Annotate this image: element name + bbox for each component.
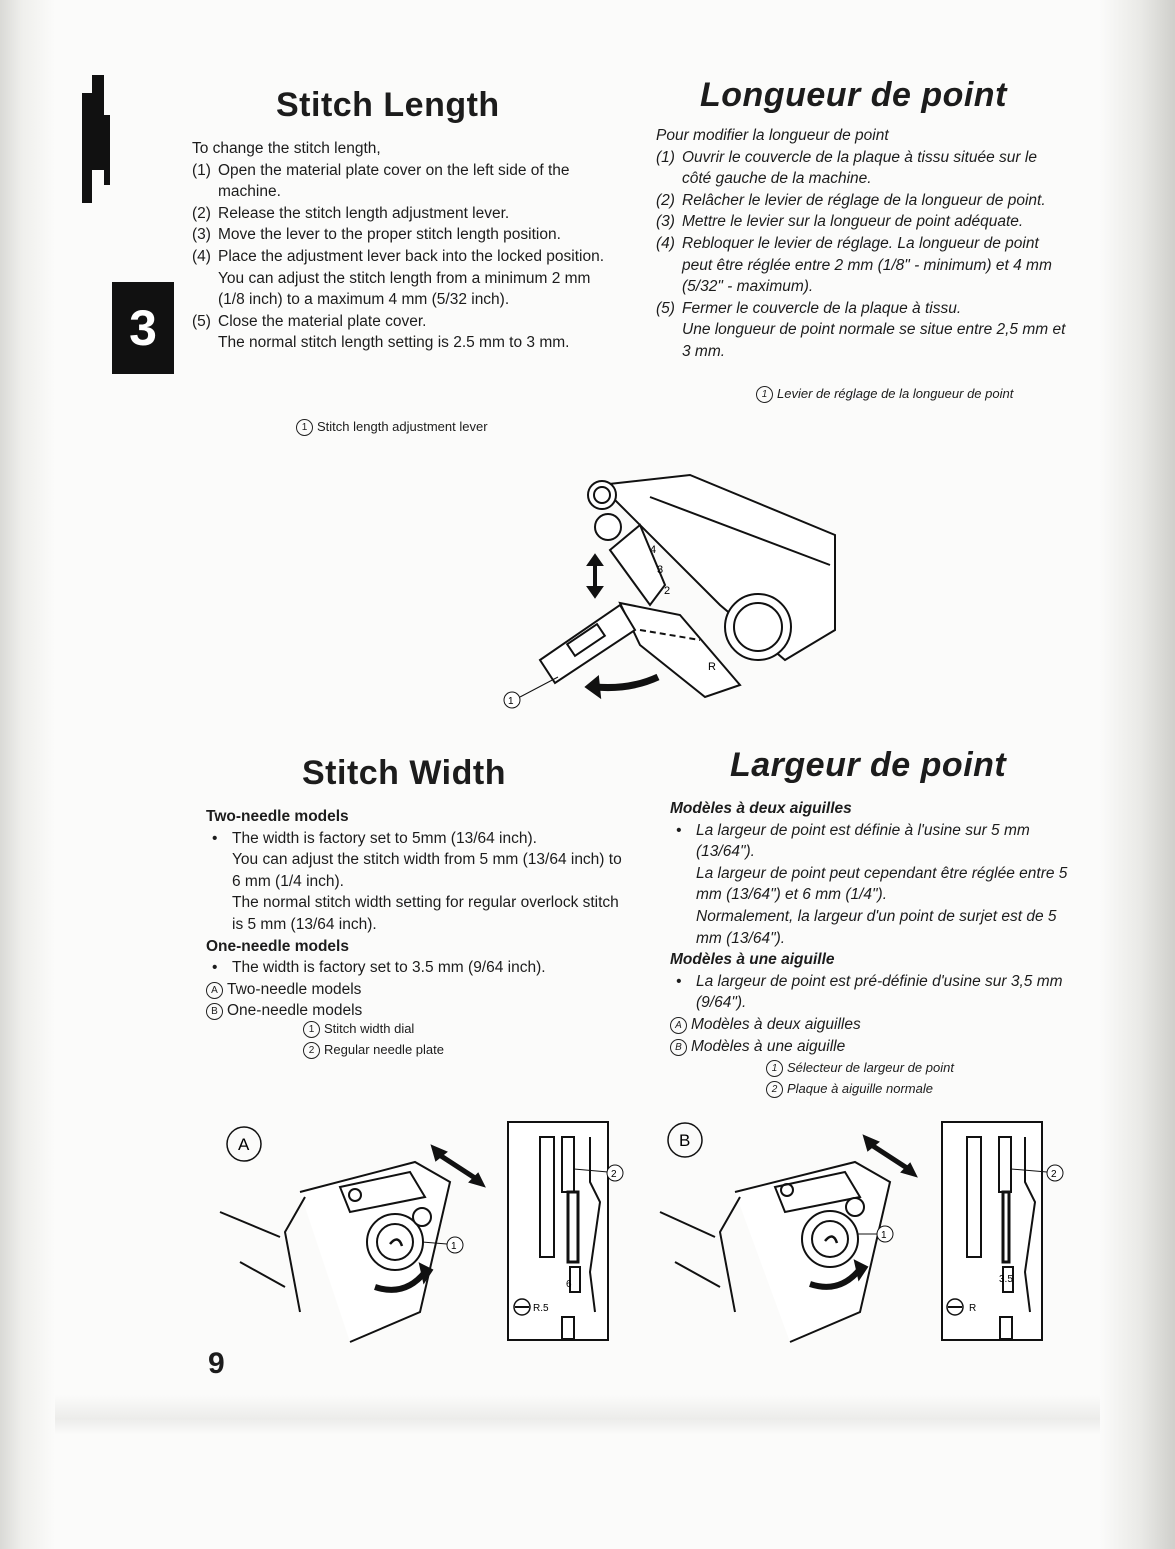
longueur-title: Longueur de point — [700, 76, 1007, 114]
scan-edge-right — [1100, 0, 1175, 1549]
scan-bottom-shadow — [55, 1395, 1100, 1435]
callout-number: 1 — [756, 386, 773, 403]
legend-a: A Two-needle models — [206, 979, 626, 1001]
step-item: (1) Open the material plate cover on the left side of the machine. — [192, 161, 570, 201]
largeur-caption-2: 2 Plaque à aiguille normale — [766, 1081, 933, 1098]
two-needle-heading: Modèles à deux aiguilles — [670, 800, 852, 817]
step-item: (5) Close the material plate cover. — [192, 312, 427, 330]
figure-a-two-needle — [210, 1112, 655, 1347]
longueur-steps — [656, 147, 1066, 320]
scale-mark: 4 — [650, 544, 657, 556]
step-item: (3) Mettre le levier sur la longueur de point adéquate. — [656, 213, 1024, 231]
stitch-width-caption-2: 2 Regular needle plate — [303, 1042, 444, 1059]
bullet-item: • La largeur de point est définie à l'usine sur 5 mm (13/64"). — [676, 821, 1030, 861]
largeur-caption-1: 1 Sélecteur de largeur de point — [766, 1060, 954, 1077]
callout-number: 2 — [1051, 1169, 1057, 1180]
plate-mark: 6 — [566, 1279, 572, 1290]
step-item: (2) Relâcher le levier de réglage de la longueur de point. — [656, 191, 1046, 209]
scale-mark: 3 — [657, 564, 664, 576]
longueur-fr-body — [656, 125, 1066, 363]
legend-a: A Modèles à deux aiguilles — [670, 1014, 1075, 1036]
stitch-length-note: The normal stitch length setting is 2.5 mm to 3 mm. — [218, 334, 570, 352]
two-needle-heading: Two-needle models — [206, 808, 349, 825]
bullet-item: • The width is factory set to 3.5 mm (9/64 inch). — [212, 959, 546, 977]
bullet-item: • La largeur de point est pré-définie d'usine sur 3,5 mm (9/64"). — [676, 972, 1063, 1012]
stitch-length-title: Stitch Length — [276, 86, 500, 124]
step-item: (5) Fermer le couvercle de la plaque à tissu. — [656, 299, 962, 317]
callout-number: 1 — [508, 696, 514, 707]
step-item: (1) Ouvrir le couvercle de la plaque à tissu située sur le côté gauche de la machine. — [656, 148, 1037, 188]
callout-number: 2 — [611, 1169, 617, 1180]
plate-mark: R — [969, 1303, 977, 1314]
step-item: (4) Rebloquer le levier de réglage. La longueur de point peut être réglée entre 2 mm (1/8" - minimum) et 4 mm (5/32" - maximum). — [656, 234, 1052, 296]
largeur-fr-body — [670, 798, 1075, 1057]
panel-letter: A — [238, 1135, 250, 1154]
bullet-item: • The width is factory set to 5mm (13/64 inch). — [212, 829, 537, 847]
two-needle-para: La largeur de point peut cependant être réglée entre 5 mm (13/64") et 6 mm (1/4"). — [696, 864, 1068, 904]
longueur-note: Une longueur de point normale se situe entre 2,5 mm et 3 mm. — [682, 321, 1066, 360]
two-needle-para: The normal stitch width setting for regular overlock stitch is 5 mm (13/64 inch). — [232, 894, 619, 933]
stitch-length-lever-illustration — [490, 455, 860, 730]
stitch-width-title: Stitch Width — [302, 754, 506, 792]
plate-mark: R.5 — [533, 1303, 549, 1314]
one-needle-heading: One-needle models — [206, 937, 349, 955]
stitch-width-en-body — [206, 806, 626, 1022]
stitch-length-intro: To change the stitch length, — [192, 140, 381, 157]
longueur-intro: Pour modifier la longueur de point — [656, 127, 889, 144]
longueur-caption: 1 Levier de réglage de la longueur de point — [756, 386, 1013, 403]
step-item: (4) Place the adjustment lever back into the locked position. You can adjust the stitch length from a minimum 2 mm (1/8 inch) to a maximum 4 mm (5/32 inch). — [192, 247, 605, 309]
step-item: (2) Release the stitch length adjustment lever. — [192, 204, 510, 222]
largeur-title: Largeur de point — [730, 746, 1007, 784]
stitch-length-en-body — [192, 138, 612, 354]
stitch-width-caption-1: 1 Stitch width dial — [303, 1021, 414, 1038]
stitch-length-steps — [192, 160, 612, 333]
legend-b: B One-needle models — [206, 1000, 626, 1022]
callout-number: 1 — [451, 1241, 457, 1252]
legend-b: B Modèles à une aiguille — [670, 1036, 1075, 1058]
page-number: 9 — [208, 1347, 225, 1380]
two-needle-para: You can adjust the stitch width from 5 mm (13/64 inch) to 6 mm (1/4 inch). — [232, 851, 622, 890]
two-needle-para: Normalement, la largeur d'un point de surjet est de 5 mm (13/64"). — [696, 907, 1057, 947]
chapter-tab-mark — [82, 75, 112, 203]
scan-edge-left — [0, 0, 55, 1549]
lever-mark: R — [708, 661, 716, 673]
chapter-number-box: 3 — [112, 282, 174, 374]
figure-b-one-needle — [655, 1112, 1075, 1347]
callout-number: 1 — [296, 419, 313, 436]
one-needle-heading: Modèles à une aiguille — [670, 951, 835, 969]
scale-mark: 2 — [664, 585, 671, 597]
stitch-length-caption: 1 Stitch length adjustment lever — [296, 419, 488, 436]
panel-letter: B — [679, 1131, 691, 1150]
step-item: (3) Move the lever to the proper stitch length position. — [192, 226, 561, 244]
callout-number: 1 — [881, 1230, 887, 1241]
plate-mark: 3.5 — [999, 1274, 1013, 1285]
